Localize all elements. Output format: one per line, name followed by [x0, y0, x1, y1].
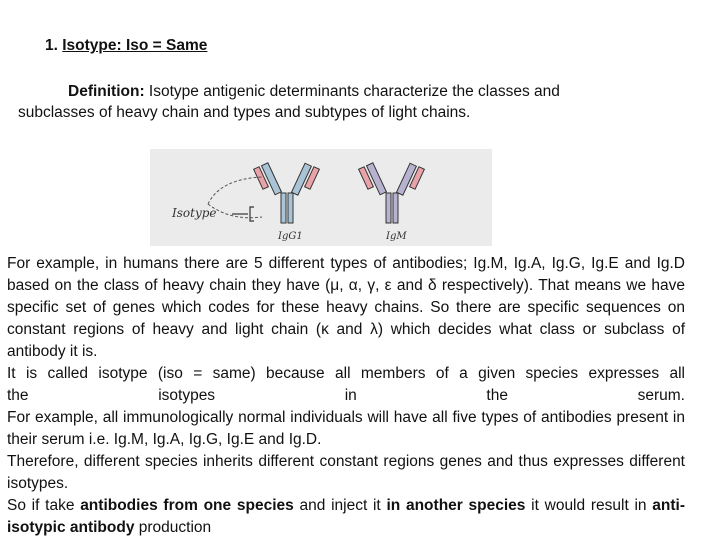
antibody-diagram — [150, 149, 492, 246]
heading-number: 1. — [45, 37, 58, 54]
igm-label: IgM — [386, 231, 407, 242]
igg-label: IgG1 — [278, 231, 303, 242]
definition-label: Definition: — [68, 83, 145, 100]
paragraph-called-isotype-line1: It is called isotype (iso = same) because all members of a given species expresses all — [7, 365, 685, 382]
definition-paragraph — [18, 81, 658, 123]
definition-text-line2: subclasses of heavy chain and types and subtypes of light chains. — [18, 104, 471, 121]
paragraph-different-species: Therefore, different species inherits different constant regions genes and thus expresses different isotypes. — [7, 453, 685, 492]
bold-antibodies-from-one-species: antibodies from one species — [80, 497, 294, 514]
bold-in-another-species: in another species — [386, 497, 526, 514]
section-heading — [45, 37, 207, 55]
igm-antibody-icon — [359, 163, 425, 223]
definition-text-line1: Isotype antigenic determinants characterize the classes and — [144, 83, 560, 100]
paragraph-anti-isotypic: So if take antibodies from one species and inject it in another species it would result in anti-isotypic antibody production — [7, 497, 685, 536]
paragraph-immunologically-normal: For example, all immunologically normal individuals will have all five types of antibodies present in their serum i.e. Ig.M, Ig.A, Ig.G, Ig.E and Ig.D. — [7, 409, 685, 448]
bold-anti-isotypic-antibody: anti-isotypic antibody — [7, 497, 685, 536]
paragraph-example-isotypes: For example, in humans there are 5 different types of antibodies; Ig.M, Ig.A, Ig.G, Ig.E and Ig.D based on the class of heavy chain they have (μ, α, γ, ε and δ respectively). That means we have specific set of genes which codes for these heavy chains. So there are specific sequences on constant regions of heavy and light chain (κ and λ) which decides what class or subclass of antibody it is. — [7, 255, 685, 360]
antibody-isotype-figure — [150, 149, 492, 246]
heading-title: Isotype: Iso = Same — [62, 37, 208, 54]
paragraph-called-isotype-line2: the isotypes in the serum. — [7, 387, 685, 404]
igg-antibody-icon — [254, 163, 320, 223]
body-text — [7, 253, 685, 539]
isotype-label: Isotype — [172, 206, 217, 220]
